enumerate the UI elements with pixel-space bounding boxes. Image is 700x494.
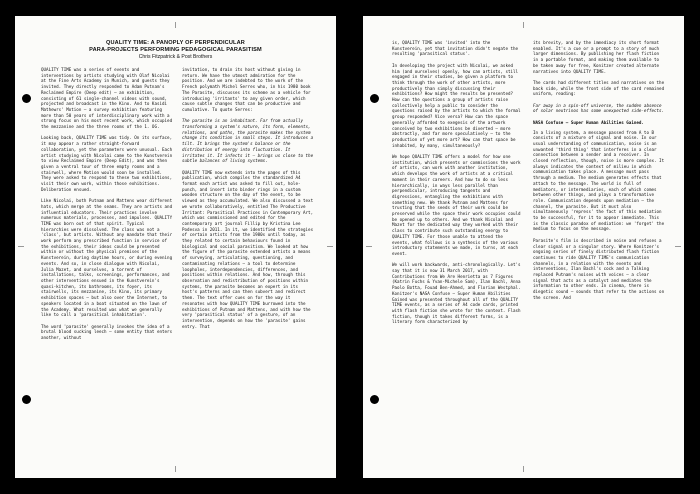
text-column-1 bbox=[41, 67, 173, 346]
article-authors: Chris Fitzpatrick & Post Brothers bbox=[138, 54, 213, 60]
paragraph: Far away in a spin-off universe, the sudden absence of solar neutrinos has some unexpected side-effects. bbox=[533, 102, 665, 114]
paragraph: In developing the project with Nicolai, we asked him (and ourselves) openly, how can artists, still engaged in their studies, be given a platform to think through the work of other artists, more productively than simply discussing their exhibitions? How might the results be presented? How can the questions a group of artists raise collectively help a public to consider the questions raised by the artists to which the formal group responded? Vice versa? How can the space generally afforded to exegesis of the artwork conceived by two exhibitions be diverted – more abstractly, and far more speculatively – to the production of yet more art? How can that space be inhabited, by many, simultaneously? bbox=[392, 62, 521, 148]
text-column-1 bbox=[392, 40, 523, 331]
left-page bbox=[15, 16, 336, 478]
punch-hole bbox=[22, 94, 31, 103]
paragraph: We will work backwards, anti-chronologically. Let's say that it is now 31 March 2017, with Contributions from We Are Henrietta as 7 Figures (Katrin Fuchs & Yvan-Michele Sam), Ilan Bachl, Anna Paolo Botta, Fouad Ben-Ahmed, and Florian Westphal. Konitzer's NASA Confuse – Super Human Abilities Gained was presented throughout all of the QUALITY TIME events, as a series of A4 code cards, printed with flash fiction she wrote for the context. Flash fiction, though it takes different forms, is a literary form characterized by bbox=[392, 262, 521, 325]
crop-mark bbox=[523, 466, 524, 472]
punch-hole bbox=[370, 395, 379, 404]
paragraph: invitation, to drain its host without giving in return. We have the utmost admiration for the position. And we are indebted to the work of the French polymath Michel Serres who, in his 1980 book The Parasite, discusses its scheme as a vehicle for introducing 'irritants' to any given order, which cause subtle changes that can be productive and cumulative. To quote Serres: bbox=[182, 67, 311, 112]
crop-mark bbox=[366, 246, 372, 247]
punch-hole bbox=[22, 395, 31, 404]
crop-mark bbox=[175, 22, 176, 28]
paragraph: Looking back, QUALITY TIME was tidy. On its surface, it may appear a rather straight-forward collaboration, yet the parameters were unusual. Each artist studying with Nicolai came to the Kunstverein to view Reclaimed Empire (Deep Edit), and was then given a ventral tour of three empty rooms and a stairwell, where Motion would soon be installed. They were asked to respond to these two exhibitions, visit their own work, within those exhibitions. Deliberation ensued. bbox=[41, 135, 173, 192]
paragraph: Parasite's film is described in noise and refuses a clear signal or a singular story. Where Konitzer's ongoing series of finely distributed flash fiction continues to ride QUALITY TIME's communication channels, in a relation with the events and interventions, Ilan Bachl's cock and a Talking replaced Putnam's noises with voices – a clear signal that acts as a catalyst and mediates the information to other ends. In cinema, there is diegetic sound – sounds that refer to the actions on the screen. And bbox=[533, 237, 665, 300]
paragraph: The cards had different titles and narratives on the back side, while the front side of the card remained uniform, reading: bbox=[533, 79, 665, 97]
article-title-line-2: PARA-PROJECTS PERFORMING PEDAGOGICAL PARASITISM bbox=[89, 47, 262, 53]
crop-mark bbox=[18, 246, 24, 247]
punch-hole bbox=[370, 94, 379, 103]
paragraph: QUALITY TIME was a series of events and interventions by artists studying with Olaf Nicolai at the Fine Arts Academy in Munich, and guests they invited. They directly responded to Adam Putnam's Reclaimed Empire (Deep edit) – an exhibition, consisting of 61 single-channel videos with sound, projected and broadcast in the Kino. And to Kasidi Mathewrs' Motion – a survey exhibition featuring more than 50 years of interdisciplinary work with a strong focus on his most recent work, which occupied the mezzanine and the three rooms of the 1. OG. bbox=[41, 67, 173, 130]
paragraph: its brevity, and by the immediacy its short format enabled. It's a cue or a prompt to a story of much larger dimensions. By publishing her flash fiction in a portable format, and making them available to be taken away for free, Konitzer created alternate narratives into QUALITY TIME. bbox=[533, 40, 660, 74]
text-column-2 bbox=[182, 67, 314, 335]
paragraph: is, QUALITY TIME was 'invited' into the Kunstverein, yet that invitation didn't negate the resulting 'parasitical status'. bbox=[392, 40, 519, 57]
paragraph: Like Nicolai, both Putnam and Mattens wear different hats, which merge at the seams. They are artists and influential educators. Their practices involve numerous materials, processes, and impulses. QUALITY TIME was born out of that spirit. Typical hierarchies were dissolved. The class was not a 'class', but artists. Without any mandate that their work perform any prescribed function in service of the exhibitions, their ideas could be presented within or without the physical premises of the Kunstverein, during daytime hours, or during evening events. And so, in close dialogue with Nicolai, Julia Mazet, and ourselves, a torrent of installations, talks, screenings, performances, and other interventions ensued in the Kunstverein's quasi-kitchen, its bathrooms, its foyer, its stairwells, its mezzanine, its Kino, its primary exhibition spaces – but also over the Internet, to speakers located in a boat situated on the lawn of the Academy. What resulted was what we generally like to call a 'parasitical inhabitation'. bbox=[41, 198, 173, 318]
crop-mark bbox=[327, 246, 333, 247]
text-column-2 bbox=[533, 40, 665, 306]
crop-mark bbox=[175, 466, 176, 472]
paragraph: NASA Confuse – Super Human Abilities Gained. bbox=[533, 119, 644, 125]
paragraph: The parasite is an inhabitant. Far from actually transforming a system's nature, its form, elements, relations, and paths, the parasite makes the system change its condition in small steps. It introduces a tilt. It brings the system's balance or the distribution of energy into fluctuation. It irritates it. It infects it – brings us close to the subtle balances of living systems. bbox=[182, 118, 314, 164]
crop-mark bbox=[675, 246, 681, 247]
paragraph: In a living system, a message passed from A to B consists of a mixture of signal and noise. In our usual understanding of communication, noise is an unwanted 'third thing' that interferes in a clear connection between a sender and a receiver. In closed reflection, though, noise is more complex. It always indicates the context of milieu in which communication takes place. A message must pass through a medium. The medium generates effects that attach to the message. The world is full of mediators, or intermediaries, each of which comes between other things, and plays a transformative role. Communication depends upon mediation – the channel, the parasite. But it must also simultaneously 'repress' the fact of this mediation to be successful, for it to appear immediate. This is the classic paradox of mediation: we 'forget' the medium to focus on the message. bbox=[533, 129, 665, 232]
crop-mark bbox=[523, 22, 524, 28]
paragraph: We hope QUALITY TIME offers a model for how one institution, which presents or commissions the work of artists, can work with another institution, which develops the work of artists at a critical moment in their careers. And how to do so less hierarchically, in ways less parallel than perpendicular, introducing tangents and digressions, entangling the exhibitions with something new. We thank Putnam and Mattens for trusting that the seeds of their work could be preserved while the space their work occupies could be opened up to others. And we thank Nicolai and Mazet for the dedicated way they worked with their class to contribute such outstanding energy to QUALITY TIME. For those unable to attend the events, what follows is a synthesis of the various introductory statements we made, in turns, at each event. bbox=[392, 154, 521, 256]
right-page bbox=[363, 16, 684, 478]
article-header bbox=[15, 40, 336, 61]
article-title-line-1: QUALITY TIME: A PANOPLY OF PERPENDICULAR bbox=[105, 40, 246, 46]
paragraph: QUALITY TIME now extends into the pages of this publication, which compiles the standardized A4 format each artist was asked to fill out, hole-punch, and insert into binder rings in a custom wooden structure on the day of the event, to be viewed as they accumulated. We also discussed a text we wrote collaboratively, entitled The Productive Irritant: Parasitical Practices in Contemporary Art, which was commissioned and edited for the contemporary art journal Fillip by Kristina Lee Podesva in 2011. In it, we identified the strategies of certain artists from the 1980s until today, as they related to certain behaviours found in biological and social parasitism. We looked at how the figure of the parasite extended artists a means of surveying, articulating, questioning, and contaminating relations – a tool to determine loopholes, interdependencies, differences, and positions within relations. And how, through this observation and redistribution of positions within systems, the parasite becomes an expert in its host's patterns and can then subvert and redirect them. The text offer cues on for the way it resonates with how QUALITY TIME burrowed into the exhibitions of Putnam and Mattens, and with how the very 'parasitical status' of a gesture, of an intervention, depends on how the 'parasite' gains entry. That bbox=[182, 169, 314, 329]
paragraph: The word 'parasite' generally invokes the idea of a brutal blood sucking leech – some entity that enters another, without bbox=[41, 323, 173, 340]
